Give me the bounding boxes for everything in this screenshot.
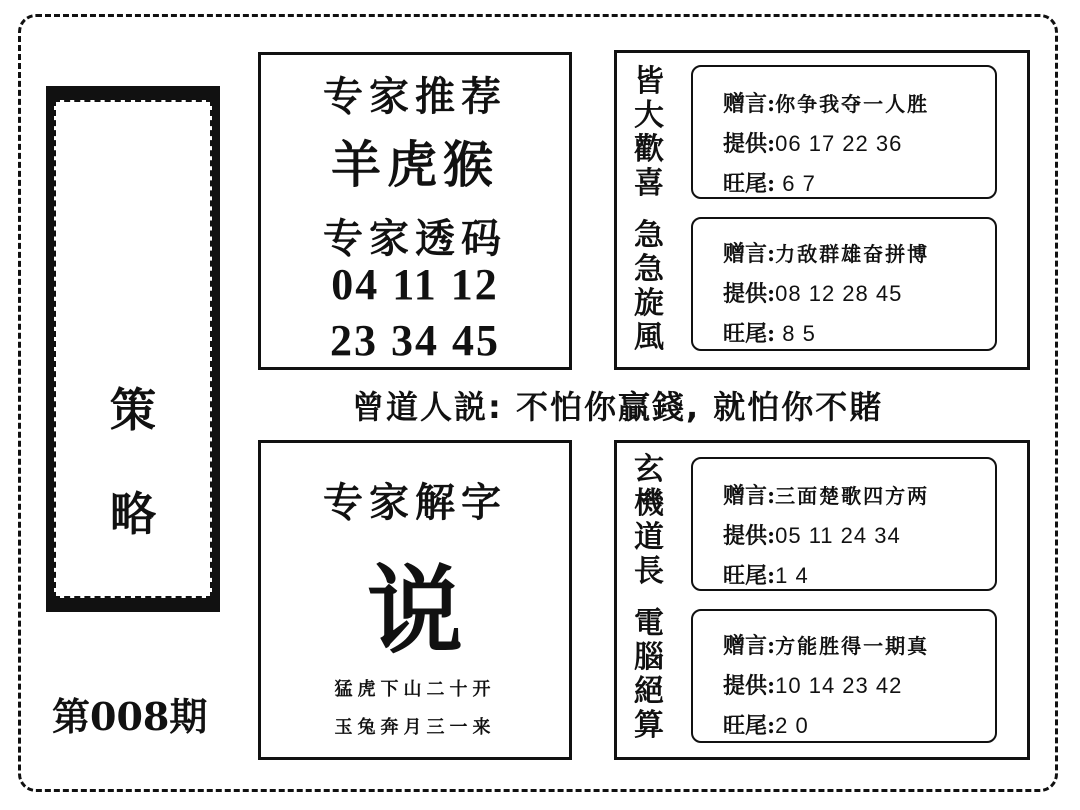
- tail-row: [723, 709, 809, 740]
- tail-label: 旺尾:: [723, 713, 776, 739]
- gift-label: 赠言:: [723, 633, 776, 659]
- title-char: 皆: [634, 64, 664, 99]
- expert-recommend-box: [258, 52, 572, 370]
- provide-row: [723, 669, 902, 700]
- panel-bottom: [614, 440, 1030, 760]
- title-char: 大: [634, 98, 664, 133]
- title-char: 機: [634, 486, 664, 521]
- title-char: 玄: [634, 452, 664, 487]
- title-char: 喜: [634, 166, 664, 201]
- panel-top: [614, 50, 1030, 370]
- provide-numbers: 06 17 22 36: [775, 131, 903, 156]
- tail-row: [723, 167, 816, 198]
- saying-text: 曾道人説: 不怕你贏錢, 就怕你不賭: [352, 388, 884, 426]
- tip-card: [691, 609, 997, 743]
- recommend-zodiac: 羊虎猴: [331, 135, 499, 194]
- provide-label: 提供:: [723, 281, 776, 307]
- title-char: 旋: [634, 286, 664, 321]
- gift-text: 方能胜得一期真: [775, 634, 930, 658]
- title-char: 急: [634, 252, 664, 287]
- provide-row: [723, 127, 902, 158]
- tip-card: [691, 457, 997, 591]
- gift-row: [723, 629, 929, 660]
- gift-row: [723, 237, 929, 268]
- jiezi-title: 专家解字: [323, 479, 507, 526]
- code-title: 专家透码: [323, 215, 507, 262]
- riddle-line-1: 猛虎下山二十开: [334, 679, 496, 700]
- tail-row: [723, 559, 809, 590]
- provide-row: [723, 277, 902, 308]
- scroll-inner: [54, 100, 212, 598]
- provide-label: 提供:: [723, 131, 776, 157]
- tail-numbers: 8 5: [775, 321, 816, 346]
- provide-row: [723, 519, 901, 550]
- tip-card: [691, 65, 997, 199]
- jiezi-char: 说: [367, 554, 463, 667]
- gift-row: [723, 479, 929, 510]
- title-char: 絕: [634, 674, 664, 709]
- issue-number: 第008期: [52, 694, 208, 739]
- gift-text: 你争我夺一人胜: [775, 92, 930, 116]
- title-char: 長: [634, 554, 664, 589]
- title-char: 急: [634, 218, 664, 253]
- gift-text: 三面楚歌四方两: [775, 484, 930, 508]
- provide-numbers: 08 12 28 45: [775, 281, 903, 306]
- tail-numbers: 2 0: [775, 713, 809, 738]
- recommend-title: 专家推荐: [323, 73, 507, 120]
- title-char: 算: [634, 708, 664, 743]
- provide-label: 提供:: [723, 673, 776, 699]
- panel-top-title-a: [617, 65, 681, 201]
- tail-label: 旺尾:: [723, 563, 776, 589]
- code-numbers-line2: 23 34 45: [330, 316, 500, 365]
- tail-label: 旺尾:: [723, 171, 776, 197]
- tip-card: [691, 217, 997, 351]
- title-char: 道: [634, 520, 664, 555]
- scroll-char-2: 略: [110, 487, 156, 541]
- panel-bottom-title-a: [617, 453, 681, 589]
- gift-label: 赠言:: [723, 483, 776, 509]
- riddle-line-2: 玉兔奔月三一来: [334, 717, 496, 738]
- tail-numbers: 1 4: [775, 563, 809, 588]
- panel-top-title-b: [617, 219, 681, 355]
- code-numbers-line1: 04 11 12: [331, 260, 499, 309]
- title-char: 歡: [634, 132, 664, 167]
- provide-numbers: 10 14 23 42: [775, 673, 903, 698]
- panel-bottom-title-b: [617, 607, 681, 743]
- expert-jiezi-box: [258, 440, 572, 760]
- title-char: 電: [634, 606, 664, 641]
- tail-row: [723, 317, 816, 348]
- provide-label: 提供:: [723, 523, 776, 549]
- title-char: 風: [634, 320, 664, 355]
- scroll-char-1: 策: [110, 383, 156, 437]
- gift-text: 力敌群雄奋拼博: [775, 242, 930, 266]
- scroll-banner: [46, 86, 220, 612]
- gift-label: 赠言:: [723, 91, 776, 117]
- tail-label: 旺尾:: [723, 321, 776, 347]
- gift-row: [723, 87, 929, 118]
- tail-numbers: 6 7: [775, 171, 816, 196]
- gift-label: 赠言:: [723, 241, 776, 267]
- provide-numbers: 05 11 24 34: [775, 523, 901, 548]
- title-char: 腦: [634, 640, 664, 675]
